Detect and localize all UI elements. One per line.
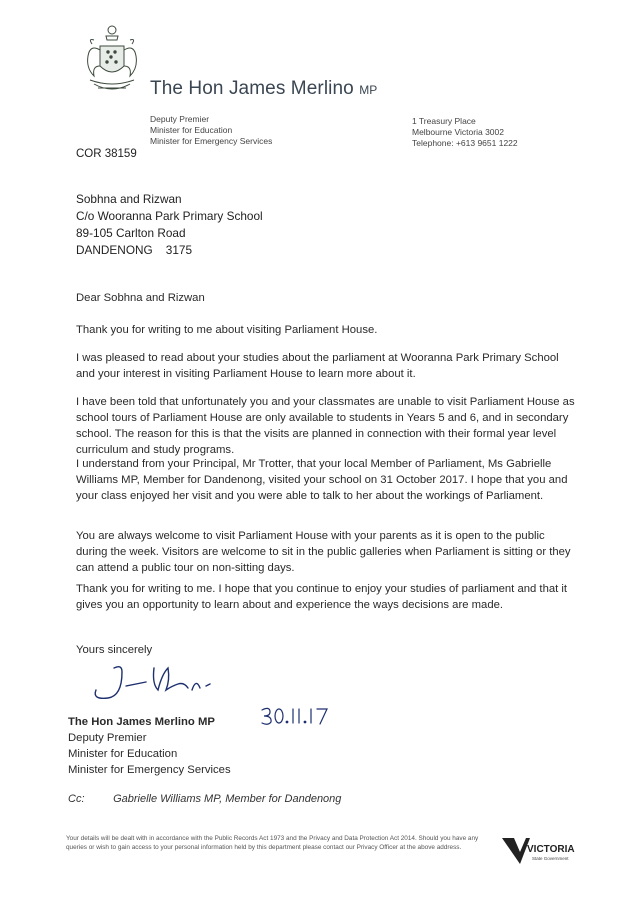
signatory-role: Minister for Education [68, 748, 178, 760]
cc-recipient: Gabrielle Williams MP, Member for Dandenong [113, 793, 342, 805]
body-paragraph: I understand from your Principal, Mr Trotter, that your local Member of Parliament, Ms Gabrielle Williams MP, Member for Dandenong, visited your school on 31 October 2017. I hope that you and your class enjoyed her visit and you were able to talk to her about the workings of Parliament. [76, 458, 568, 502]
victoria-logo-icon [500, 834, 580, 874]
closing: Yours sincerely [76, 644, 153, 656]
letterhead-role: Deputy Premier [150, 114, 210, 124]
cc-line [68, 793, 341, 805]
coat-of-arms-icon [80, 22, 144, 102]
cc-label: Cc: [68, 793, 85, 805]
address-line: Telephone: +613 9651 1222 [412, 138, 518, 148]
signatory-role: Minister for Emergency Services [68, 764, 231, 776]
letterhead-role: Minister for Emergency Services [150, 136, 273, 146]
body-paragraph: You are always welcome to visit Parliament House with your parents as it is open to the public during the week. Visitors are welcome to sit in the public galleries when Parliament is sitting or they can attend a public tour on non-sitting days. [76, 530, 571, 574]
handwritten-signature [88, 660, 248, 704]
recipient-line: DANDENONG 3175 [76, 243, 193, 257]
minister-name: The Hon James Merlino [150, 78, 354, 99]
body-paragraph: Thank you for writing to me. I hope that you continue to enjoy your studies of parliament and that it gives you an opportunity to learn about and experience the ways decisions are made. [76, 583, 568, 611]
handwritten-date [260, 704, 332, 728]
letterhead-address [412, 116, 518, 149]
logo-text: VICTORIA [527, 844, 575, 855]
address-line: 1 Treasury Place [412, 116, 476, 126]
logo-subtext: State Government [532, 856, 569, 861]
body-paragraph: I have been told that unfortunately you and your classmates are unable to visit Parliament House as school tours of Parliament House are only available to students in Years 5 and 6, and in secondary school. The reason for this is that the visits are planned in connection with their formal year level curriculum and study programs. [76, 396, 575, 456]
letterhead-role: Minister for Education [150, 125, 233, 135]
reference-number: COR 38159 [76, 148, 137, 160]
recipient-line: C/o Wooranna Park Primary School [76, 209, 263, 223]
minister-title [150, 78, 377, 100]
signatory-role: Deputy Premier [68, 732, 147, 744]
body-paragraph: I was pleased to read about your studies about the parliament at Wooranna Park Primary School and your interest in visiting Parliament House to learn more about it. [76, 352, 559, 380]
body-paragraph: Thank you for writing to me about visiting Parliament House. [76, 324, 378, 336]
privacy-notice: Your details will be dealt with in accordance with the Public Records Act 1973 and the Privacy and Data Protection Act 2014. Should you have any queries or wish to gain access to your personal information held by this department please contact our Privacy Officer at the above address. [66, 835, 479, 851]
post-nominal: MP [359, 83, 378, 97]
signatory-name: The Hon James Merlino MP [68, 716, 215, 728]
recipient-line: 89-105 Carlton Road [76, 226, 186, 240]
recipient-line: Sobhna and Rizwan [76, 192, 182, 206]
letterhead-roles [150, 114, 272, 147]
salutation: Dear Sobhna and Rizwan [76, 292, 205, 304]
recipient-address [76, 191, 263, 259]
signature-block [68, 714, 231, 778]
address-line: Melbourne Victoria 3002 [412, 127, 504, 137]
